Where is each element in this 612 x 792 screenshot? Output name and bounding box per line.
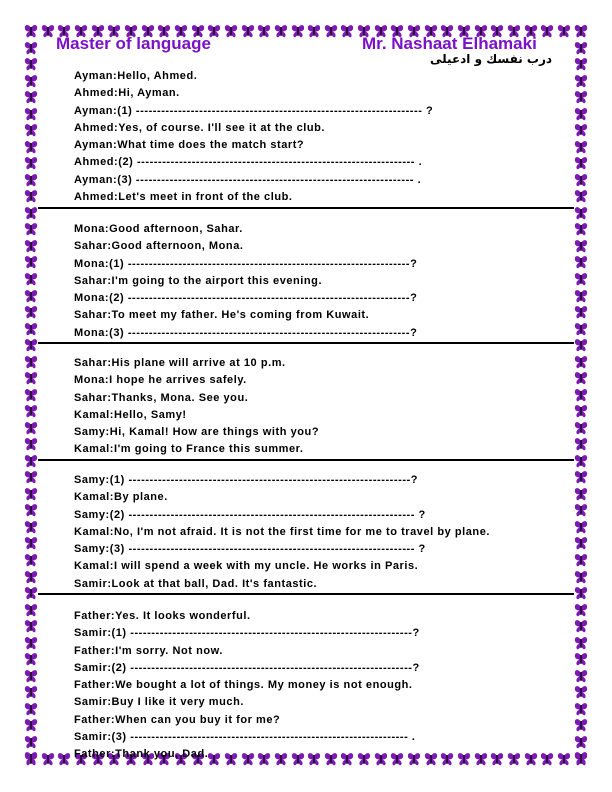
dialogue-line: Kamal:No, I'm not afraid. It is not the first time for me to travel by plane.: [74, 525, 490, 538]
dialogue-line: Ayman:What time does the match start?: [74, 139, 305, 152]
dialogue-section-4: [74, 472, 490, 593]
butterfly-icon: [24, 272, 38, 286]
butterfly-icon: [574, 470, 588, 484]
dialogue-line: Sahar:To meet my father. He's coming from Kuwait.: [74, 309, 370, 322]
butterfly-icon: [574, 487, 588, 501]
butterfly-icon: [574, 669, 588, 683]
butterfly-icon: [24, 421, 38, 435]
butterfly-icon: [24, 388, 38, 402]
butterfly-icon: [24, 140, 38, 154]
butterfly-icon: [24, 652, 38, 666]
butterfly-icon: [24, 305, 38, 319]
dialogue-line: Samir:Look at that ball, Dad. It's fantastic.: [74, 577, 318, 590]
dialogue-line: Ayman:Hello, Ahmed.: [74, 70, 198, 82]
butterfly-icon: [574, 272, 588, 286]
section-divider: [38, 207, 574, 209]
dialogue-line: Kamal:By plane.: [74, 491, 168, 504]
butterfly-icon: [24, 222, 38, 236]
butterfly-icon: [574, 74, 588, 88]
butterfly-icon: [241, 24, 255, 38]
butterfly-icon: [574, 57, 588, 71]
header-arabic-subtitle: درب نفسك و ادعيلى: [430, 52, 553, 66]
butterfly-icon: [574, 520, 588, 534]
butterfly-icon: [24, 123, 38, 137]
butterfly-icon: [24, 636, 38, 650]
butterfly-icon: [224, 24, 238, 38]
butterfly-icon: [574, 702, 588, 716]
butterfly-icon: [457, 752, 471, 766]
header-title-right: Mr. Nashaat Elhamaki: [362, 34, 537, 53]
butterfly-icon: [574, 388, 588, 402]
butterfly-icon: [24, 173, 38, 187]
butterfly-icon: [574, 685, 588, 699]
butterfly-icon: [540, 24, 554, 38]
butterfly-icon: [524, 752, 538, 766]
butterfly-icon: [24, 470, 38, 484]
header-title-left: Master of language: [56, 34, 211, 53]
butterfly-icon: [41, 752, 55, 766]
dialogue-line: Ayman:(1) -------------------------------------------------------------------- ?: [74, 104, 434, 117]
butterfly-icon: [24, 553, 38, 567]
butterfly-icon: [24, 404, 38, 418]
dialogue-line: Kamal:I'm going to France this summer.: [74, 443, 304, 456]
dialogue-section-1: [74, 68, 433, 206]
butterfly-icon: [574, 305, 588, 319]
dialogue-line: Ayman:(3) ------------------------------------------------------------------ .: [74, 173, 422, 186]
dialogue-line: Sahar:I'm going to the airport this evening.: [74, 274, 323, 287]
butterfly-icon: [24, 437, 38, 451]
butterfly-icon: [440, 752, 454, 766]
butterfly-icon: [24, 255, 38, 269]
dialogue-line: Father:I'm sorry. Not now.: [74, 644, 223, 657]
butterfly-icon: [24, 669, 38, 683]
butterfly-icon: [574, 718, 588, 732]
butterfly-icon: [574, 553, 588, 567]
dialogue-line: Samy:(2) -------------------------------------------------------------------- ?: [74, 508, 426, 521]
butterfly-border-right: [574, 24, 588, 766]
butterfly-icon: [24, 520, 38, 534]
butterfly-icon: [574, 24, 588, 38]
butterfly-icon: [507, 752, 521, 766]
butterfly-icon: [574, 140, 588, 154]
dialogue-line: Father:We bought a lot of things. My money is not enough.: [74, 679, 413, 692]
butterfly-icon: [574, 123, 588, 137]
butterfly-icon: [24, 57, 38, 71]
butterfly-icon: [24, 355, 38, 369]
butterfly-icon: [274, 24, 288, 38]
butterfly-icon: [574, 173, 588, 187]
butterfly-icon: [24, 90, 38, 104]
butterfly-icon: [574, 289, 588, 303]
butterfly-icon: [24, 74, 38, 88]
butterfly-icon: [24, 371, 38, 385]
butterfly-icon: [540, 752, 554, 766]
butterfly-icon: [24, 322, 38, 336]
butterfly-icon: [24, 107, 38, 121]
dialogue-line: Samir:(1) -------------------------------------------------------------------?: [74, 627, 420, 640]
butterfly-icon: [574, 404, 588, 418]
butterfly-icon: [574, 371, 588, 385]
dialogue-line: Samir:(2) -------------------------------------------------------------------?: [74, 661, 420, 674]
butterfly-icon: [257, 24, 271, 38]
butterfly-icon: [24, 156, 38, 170]
butterfly-icon: [574, 454, 588, 468]
butterfly-icon: [291, 24, 305, 38]
butterfly-icon: [574, 652, 588, 666]
dialogue-line: Samy:(3) -------------------------------------------------------------------- ?: [74, 543, 426, 556]
dialogue-line: Kamal:Hello, Samy!: [74, 408, 187, 421]
dialogue-line: Ahmed:Hi, Ayman.: [74, 87, 180, 100]
butterfly-icon: [24, 24, 38, 38]
butterfly-icon: [574, 41, 588, 55]
butterfly-icon: [574, 90, 588, 104]
butterfly-icon: [24, 503, 38, 517]
butterfly-icon: [24, 487, 38, 501]
butterfly-icon: [24, 206, 38, 220]
butterfly-icon: [24, 536, 38, 550]
butterfly-icon: [557, 24, 571, 38]
butterfly-icon: [574, 222, 588, 236]
dialogue-section-3: [74, 355, 319, 459]
butterfly-icon: [574, 735, 588, 749]
butterfly-icon: [24, 570, 38, 584]
dialogue-line: Mona:I hope he arrives safely.: [74, 374, 247, 387]
dialogue-line: Father:When can you buy it for me?: [74, 713, 281, 726]
butterfly-icon: [24, 586, 38, 600]
butterfly-icon: [307, 24, 321, 38]
butterfly-icon: [574, 338, 588, 352]
dialogue-line: Samir:(3) ------------------------------------------------------------------ .: [74, 731, 416, 744]
butterfly-icon: [324, 24, 338, 38]
dialogue-line: Father:Thank you, Dad.: [74, 748, 209, 761]
butterfly-icon: [557, 752, 571, 766]
butterfly-icon: [490, 752, 504, 766]
butterfly-icon: [340, 24, 354, 38]
dialogue-line: Sahar:His plane will arrive at 10 p.m.: [74, 357, 286, 369]
butterfly-border-left: [24, 24, 38, 766]
dialogue-line: Sahar:Good afternoon, Mona.: [74, 240, 244, 253]
dialogue-line: Ahmed:(2) ------------------------------------------------------------------ .: [74, 156, 423, 169]
dialogue-line: Samy:(1) -------------------------------------------------------------------?: [74, 474, 419, 486]
butterfly-icon: [574, 322, 588, 336]
dialogue-line: Ahmed:Yes, of course. I'll see it at the club.: [74, 121, 326, 134]
butterfly-icon: [574, 107, 588, 121]
butterfly-icon: [574, 570, 588, 584]
butterfly-icon: [57, 752, 71, 766]
dialogue-line: Samy:Hi, Kamal! How are things with you?: [74, 426, 320, 439]
butterfly-icon: [574, 619, 588, 633]
butterfly-icon: [574, 751, 588, 765]
butterfly-icon: [574, 239, 588, 253]
dialogue-line: Mona:Good afternoon, Sahar.: [74, 223, 243, 235]
butterfly-icon: [424, 752, 438, 766]
section-divider: [38, 459, 574, 461]
butterfly-icon: [41, 24, 55, 38]
butterfly-icon: [24, 702, 38, 716]
butterfly-icon: [574, 189, 588, 203]
butterfly-icon: [24, 751, 38, 765]
dialogue-line: Ahmed:Let's meet in front of the club.: [74, 191, 293, 204]
butterfly-icon: [24, 603, 38, 617]
dialogue-section-5: [74, 608, 420, 764]
butterfly-icon: [24, 239, 38, 253]
dialogue-section-2: [74, 221, 417, 342]
butterfly-icon: [574, 603, 588, 617]
dialogue-line: Mona:(2) -------------------------------------------------------------------?: [74, 292, 418, 305]
butterfly-icon: [574, 156, 588, 170]
butterfly-icon: [24, 718, 38, 732]
butterfly-icon: [24, 189, 38, 203]
dialogue-line: Father:Yes. It looks wonderful.: [74, 610, 251, 622]
butterfly-icon: [24, 41, 38, 55]
dialogue-line: Sahar:Thanks, Mona. See you.: [74, 391, 249, 404]
butterfly-icon: [24, 735, 38, 749]
butterfly-icon: [574, 586, 588, 600]
butterfly-icon: [574, 421, 588, 435]
butterfly-icon: [474, 752, 488, 766]
butterfly-icon: [24, 619, 38, 633]
butterfly-icon: [574, 355, 588, 369]
butterfly-icon: [574, 503, 588, 517]
dialogue-line: Kamal:I will spend a week with my uncle. He works in Paris.: [74, 560, 419, 573]
dialogue-line: Samir:Buy I like it very much.: [74, 696, 244, 709]
butterfly-icon: [24, 289, 38, 303]
butterfly-icon: [574, 636, 588, 650]
dialogue-line: Mona:(3) -------------------------------------------------------------------?: [74, 326, 418, 339]
butterfly-icon: [574, 437, 588, 451]
section-divider: [38, 342, 574, 344]
dialogue-line: Mona:(1) -------------------------------------------------------------------?: [74, 257, 418, 270]
butterfly-icon: [24, 685, 38, 699]
butterfly-icon: [574, 206, 588, 220]
section-divider: [38, 593, 574, 595]
butterfly-icon: [574, 255, 588, 269]
butterfly-icon: [574, 536, 588, 550]
butterfly-icon: [24, 454, 38, 468]
butterfly-icon: [24, 338, 38, 352]
